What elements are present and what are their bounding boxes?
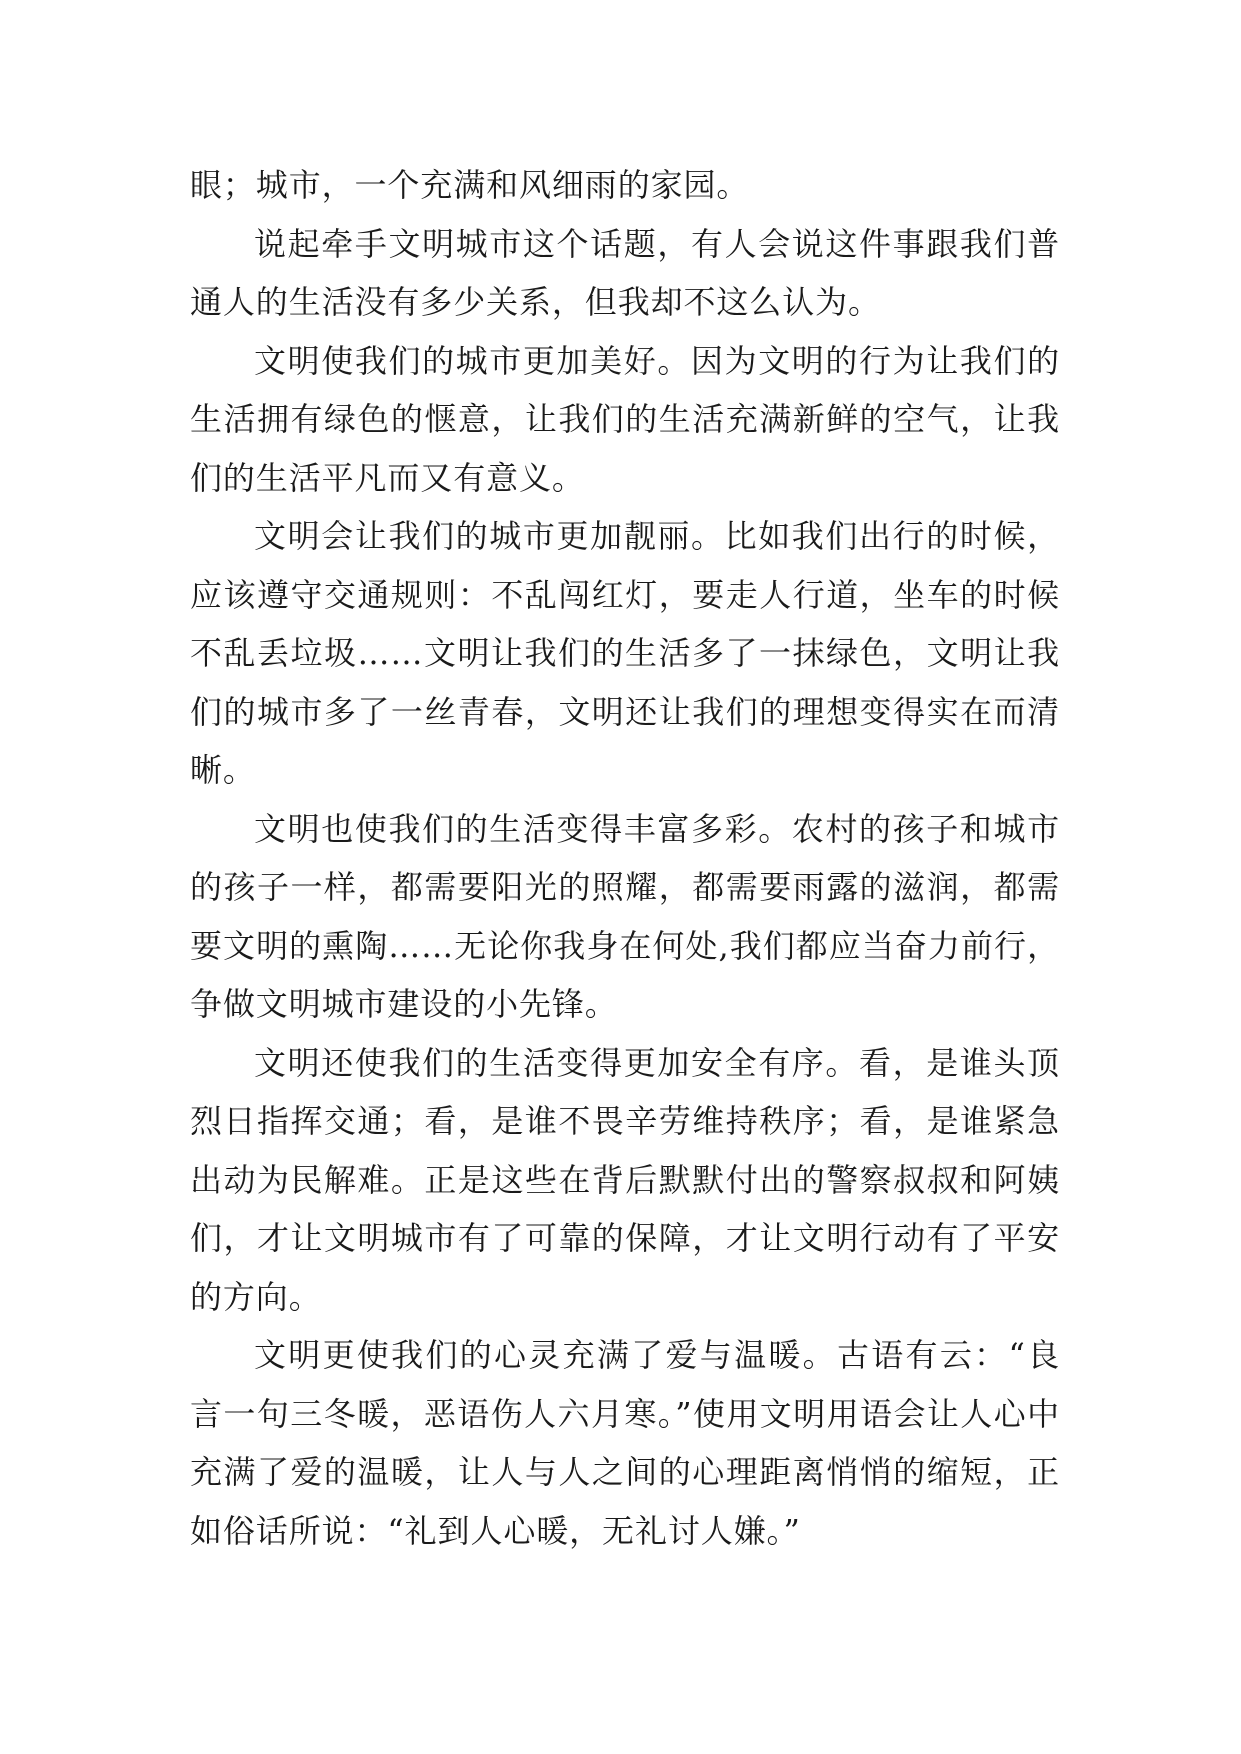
paragraph-3: 文明使我们的城市更加美好。因为文明的行为让我们的生活拥有绿色的惬意，让我们的生活充满新鲜的空气，让我们的生活平凡而又有意义。	[190, 341, 1060, 497]
paragraph-6: 文明还使我们的生活变得更加安全有序。看，是谁头顶烈日指挥交通；看，是谁不畏辛劳维持秩序；看，是谁紧急出动为民解难。正是这些在背后默默付出的警察叔叔和阿姨们，才让文明城市有了可靠的保障，才让文明行动有了平安的方向。	[190, 1043, 1060, 1316]
paragraph-2: 说起牵手文明城市这个话题，有人会说这件事跟我们普通人的生活没有多少关系，但我却不这么认为。	[190, 224, 1060, 321]
paragraph-7: 文明更使我们的心灵充满了爱与温暖。古语有云：“良言一句三冬暖，恶语伤人六月寒。”使用文明用语会让人心中充满了爱的温暖，让人与人之间的心理距离悄悄的缩短，正如俗话所说：“礼到人心暖，无礼讨人嫌。”	[190, 1336, 1060, 1550]
paragraph-4: 文明会让我们的城市更加靓丽。比如我们出行的时候，应该遵守交通规则：不乱闯红灯，要走人行道，坐车的时候不乱丢垃圾……文明让我们的生活多了一抹绿色，文明让我们的城市多了一丝青春，文明还让我们的理想变得实在而清晰。	[190, 517, 1060, 789]
document-body	[190, 156, 1060, 1560]
paragraph-5: 文明也使我们的生活变得丰富多彩。农村的孩子和城市的孩子一样，都需要阳光的照耀，都需要雨露的滋润，都需要文明的熏陶……无论你我身在何处,我们都应当奋力前行，争做文明城市建设的小先锋。	[190, 809, 1060, 1023]
paragraph-1: 眼；城市，一个充满和风细雨的家园。	[190, 166, 750, 204]
